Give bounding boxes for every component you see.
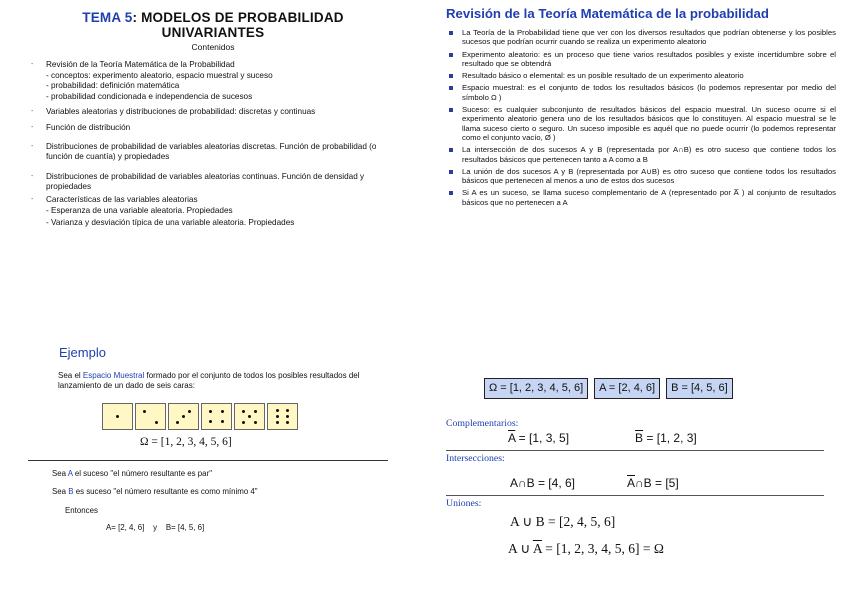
title-line2: UNIVARIANTES (161, 25, 265, 40)
event-a-pre: Sea (52, 469, 68, 478)
contents-item: - Distribuciones de probabilidad de variables aleatorias continuas. Función de densidad y propiedades (28, 172, 398, 193)
contents-list (28, 60, 398, 229)
title-text: : MODELOS DE PROBABILIDAD (132, 10, 344, 25)
intersection-nota-b (627, 476, 679, 490)
die-pip (242, 421, 245, 424)
set-a-box: A = [2, 4, 6] (594, 378, 660, 399)
title-number: TEMA 5 (82, 10, 133, 25)
contents-subitem: - conceptos: experimento aleatorio, espacio muestral y suceso (46, 70, 273, 80)
definition-item: La unión de dos sucesos A y B (representada por A∪B) es otro suceso que contiene todos los resultados básicos que pertenecen al menos a uno de estos dos sucesos (446, 167, 836, 186)
definition-item: Espacio muestral: es el conjunto de todos los resultados básicos (lo podemos representar por medio del símbolo Ω ) (446, 83, 836, 102)
divider (28, 460, 388, 461)
then-label: Entonces (65, 506, 98, 515)
contents-item: - Distribuciones de probabilidad de variables aleatorias discretas. Función de probabilidad (o función de cuantía) y propiedades (28, 142, 398, 163)
event-sets: A= [2, 4, 6] y B= [4, 5, 6] (106, 523, 205, 532)
die-face-2 (135, 403, 166, 430)
event-b-pre: Sea (52, 487, 69, 496)
die-pip (276, 415, 279, 418)
contents-sublist (46, 71, 398, 103)
dice-row (102, 403, 408, 430)
intro-pre: Sea el (58, 371, 83, 380)
die-pip (286, 409, 289, 412)
event-a-post: el suceso "el número resultante es par" (72, 469, 213, 478)
contents-item-text: Revisión de la Teoría Matemática de la Probabilidad (46, 60, 235, 69)
event-a-letter: A (67, 469, 73, 478)
die-face-4 (201, 403, 232, 430)
set-boxes (484, 378, 826, 399)
die-pip (176, 421, 179, 424)
slide-example (28, 345, 408, 532)
die-pip (286, 415, 289, 418)
contents-item: - Variables aleatorias y distribuciones de probabilidad: discretas y continuas (28, 107, 398, 118)
omega-box: Ω = [1, 2, 3, 4, 5, 6] (484, 378, 588, 399)
intro-post: formado por el conjunto de todos los posibles resultados del lanzamiento de un dado de seis caras: (58, 371, 360, 390)
slide-subtitle: Contenidos (191, 42, 235, 52)
definition-item: Suceso: es cualquier subconjunto de resultados básicos del espacio muestral. Un suceso ocurre si el experimento aleatorio genera uno de los resultados básicos que lo constituyen. Al espacio muestral se le llama suceso cierto o seguro. Un suceso imposible es aquél que no puede ocurrir (lo podemos representar como el conjunto vacío, Ø ) (446, 105, 836, 142)
complement-a-symbol: $\overline{A}$ (508, 431, 516, 445)
slide-theory (446, 6, 836, 210)
complements-section (446, 418, 824, 451)
definitions-list (446, 28, 836, 207)
die-pip (221, 420, 224, 423)
die-pip (276, 409, 279, 412)
intersection-nota-value: ∩B = [5] (635, 476, 679, 490)
event-b-letter: B (68, 487, 74, 496)
die-face-6 (267, 403, 298, 430)
intersections-label: Intersecciones: (446, 453, 505, 464)
intersections-row (510, 476, 824, 490)
complement-b (635, 431, 697, 445)
sample-space: Ω = [1, 2, 3, 4, 5, 6] (140, 436, 232, 448)
union-a-nota (508, 541, 826, 557)
slide-title (28, 10, 398, 40)
definition-item: Experimento aleatorio: es un proceso que tiene varios resultados posibles y existe incertidumbre sobre el resultado que se obtendrá (446, 50, 836, 69)
die-pip (221, 410, 224, 413)
die-pip (242, 410, 245, 413)
die-pip (116, 415, 119, 418)
unions-label: Uniones: (446, 498, 482, 509)
intersections-section (446, 453, 824, 496)
complements-label: Complementarios: (446, 418, 519, 429)
event-a (52, 469, 408, 478)
die-pip (209, 410, 212, 413)
definition-item: La intersección de dos sucesos A y B (representada por A∩B) es otro suceso que contiene todos los resultados básicos que pertenecen tanto a A como a B (446, 145, 836, 164)
intersection-nota-symbol: $\overline{A}$ (627, 476, 636, 490)
contents-subitem: - Esperanza de una variable aleatoria. Propiedades (46, 205, 233, 215)
definition-item: La Teoría de la Probabilidad tiene que ver con los diversos resultados que podrían obtenerse y los posibles sucesos que podrían ocurrir cuando se realiza un experimento aleatorio (446, 28, 836, 47)
set-b-box: B = [4, 5, 6] (666, 378, 733, 399)
contents-subitem: - Varianza y desviación típica de una variable aleatoria. Propiedades (46, 218, 295, 228)
die-pip (254, 421, 257, 424)
contents-subitem: - probabilidad: definición matemática (46, 81, 180, 91)
contents-item-text: Características de las variables aleatorias (46, 194, 198, 204)
slide-operations (446, 378, 826, 557)
complement-a-value: = [1, 3, 5] (515, 431, 570, 445)
complement-b-symbol: $\overline{B}$ (635, 431, 644, 445)
complement-a (508, 431, 569, 445)
complements-row (508, 431, 824, 445)
event-b (52, 487, 408, 496)
die-pip (248, 415, 251, 418)
definition-item: Si A es un suceso, se llama suceso complementario de A (representado por A̅ ) al conjunto de resultados básicos que no pertenecen a A (446, 188, 836, 207)
unions-section (446, 498, 826, 557)
event-b-post: es suceso "el número resultante es como mínimo 4" (73, 487, 258, 496)
contents-subitem: - probabilidad condicionada e independencia de sucesos (46, 91, 253, 101)
die-pip (276, 421, 279, 424)
contents-item: - Función de distribución (28, 123, 398, 134)
union2-value: = [1, 2, 3, 4, 5, 6] = Ω (541, 541, 664, 556)
die-pip (209, 420, 212, 423)
die-pip (143, 410, 146, 413)
union2-symbol: $\overline{A}$ (532, 541, 542, 556)
die-pip (286, 421, 289, 424)
slide-contents (28, 10, 398, 231)
union2-pre: A ∪ (508, 541, 533, 556)
intro-link: Espacio Muestral (82, 371, 145, 380)
die-face-1 (102, 403, 133, 430)
complement-b-value: = [1, 2, 3] (643, 431, 697, 445)
die-face-5 (234, 403, 265, 430)
die-pip (155, 421, 158, 424)
contents-item (28, 195, 398, 229)
example-intro (58, 371, 388, 391)
contents-item (28, 60, 398, 102)
union-ab: A ∪ B = [2, 4, 5, 6] (510, 514, 616, 529)
intersection-ab: A∩B = [4, 6] (510, 476, 575, 490)
definition-item: Resultado básico o elemental: es un posible resultado de un experimento aleatorio (446, 71, 836, 80)
example-title: Ejemplo (59, 345, 106, 360)
die-pip (188, 410, 191, 413)
contents-sublist (46, 206, 398, 229)
theory-title: Revisión de la Teoría Matemática de la probabilidad (446, 6, 769, 21)
die-pip (254, 410, 257, 413)
die-pip (182, 415, 185, 418)
die-face-3 (168, 403, 199, 430)
